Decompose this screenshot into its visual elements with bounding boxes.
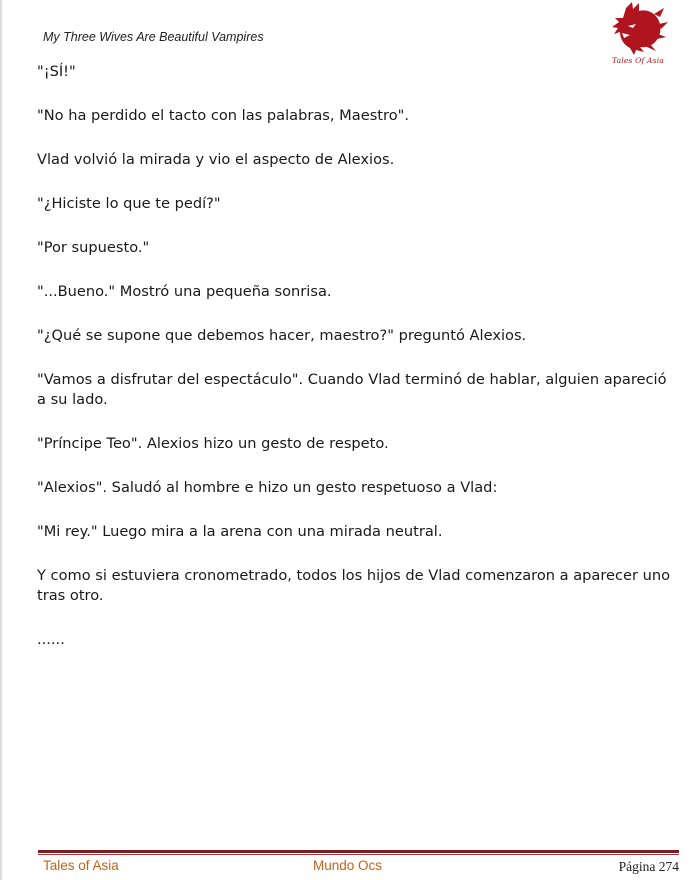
paragraph: Vlad volvió la mirada y vio el aspecto de Alexios. bbox=[37, 151, 395, 168]
paragraph: "Vamos a disfrutar del espectáculo". Cuando Vlad terminó de hablar, alguien apareció a su lado. bbox=[37, 371, 667, 408]
chapter-text bbox=[37, 62, 673, 650]
paragraph: "Alexios". Saludó al hombre e hizo un gesto respetuoso a Vlad: bbox=[37, 479, 498, 496]
paragraph: Y como si estuviera cronometrado, todos los hijos de Vlad comenzaron a aparecer uno tras otro. bbox=[37, 567, 671, 604]
paragraph: "¿Hiciste lo que te pedí?" bbox=[37, 195, 221, 212]
footer-rule-thin bbox=[38, 854, 679, 855]
paragraph: "Por supuesto." bbox=[37, 239, 150, 256]
page-edge bbox=[0, 0, 3, 880]
paragraph: "No ha perdido el tacto con las palabras, Maestro". bbox=[37, 107, 409, 124]
paragraph: "...Bueno." Mostró una pequeña sonrisa. bbox=[37, 283, 332, 300]
footer-site-name: Tales of Asia bbox=[43, 858, 119, 873]
footer-section-name: Mundo Ocs bbox=[313, 858, 383, 873]
paragraph: "¿Qué se supone que debemos hacer, maestro?" preguntó Alexios. bbox=[37, 327, 527, 344]
book-title: My Three Wives Are Beautiful Vampires bbox=[43, 30, 264, 44]
paragraph: "Mi rey." Luego mira a la arena con una mirada neutral. bbox=[37, 523, 443, 540]
paragraph: "Príncipe Teo". Alexios hizo un gesto de respeto. bbox=[37, 435, 389, 452]
logo-text: Tales Of Asia bbox=[611, 56, 664, 65]
paragraph: "¡SÍ!" bbox=[37, 63, 76, 80]
footer-rule bbox=[38, 850, 679, 853]
page-number: Página 274 bbox=[618, 859, 679, 874]
section-break: ...... bbox=[37, 631, 65, 648]
